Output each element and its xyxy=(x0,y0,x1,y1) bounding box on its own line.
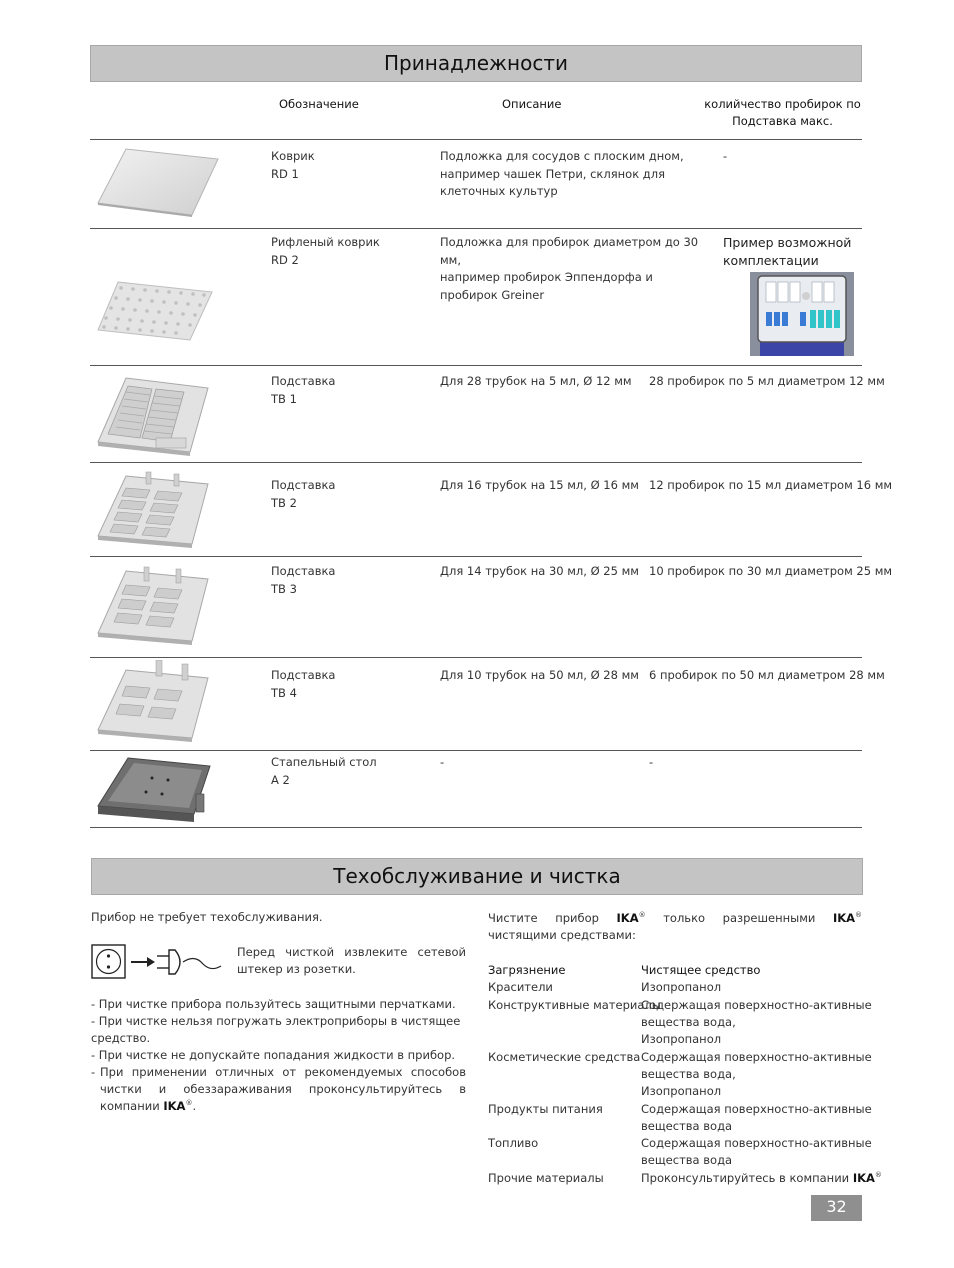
row-description xyxy=(440,148,710,201)
registered-mark: ® xyxy=(874,1171,882,1180)
row-count xyxy=(723,234,851,269)
intro-mid: только разрешенными xyxy=(663,911,816,925)
no-maintenance-text: Прибор не требует техобслуживания. xyxy=(91,910,323,924)
row-designation xyxy=(271,373,335,408)
bullet-item: - При чистке прибора пользуйтесь защитными перчатками. xyxy=(91,997,456,1011)
header-description: Описание xyxy=(502,97,562,111)
row-name: Подставка xyxy=(271,668,336,682)
desc-line: клеточных культур xyxy=(440,184,558,198)
row-description xyxy=(440,477,639,495)
brand-ika: IKA xyxy=(832,911,856,925)
table-rule xyxy=(90,462,862,463)
accessories-title: Принадлежности xyxy=(90,45,862,82)
row-code: TB 2 xyxy=(271,495,297,510)
ribbed-mat-rd2-image xyxy=(96,278,214,344)
agent-line: вещества вода xyxy=(641,1119,733,1133)
row-description xyxy=(440,373,632,391)
row-name: Стапельный стол xyxy=(271,755,377,769)
row-name: Рифленый коврик xyxy=(271,235,380,249)
registered-mark: ® xyxy=(185,1099,193,1108)
maintenance-title: Техобслуживание и чистка xyxy=(91,858,863,895)
agent-cell xyxy=(641,1135,872,1169)
brand-ika: IKA xyxy=(852,1171,875,1185)
row-code: RD 1 xyxy=(271,166,299,181)
desc-line: Подложка для пробирок диаметром до 30 мм, xyxy=(440,235,699,267)
row-description xyxy=(440,563,639,581)
row-count: 10 пробирок по 30 мл диаметром 25 мм xyxy=(649,564,893,578)
header-agent: Чистящее средство xyxy=(641,963,761,977)
contamination-cell: Топливо xyxy=(488,1136,539,1150)
intro-post: чистящими средствами: xyxy=(488,928,636,942)
agent-line: Проконсультируйтесь в компании xyxy=(641,1171,850,1185)
header-contamination: Загрязнение xyxy=(488,963,566,977)
unplug-icon xyxy=(91,944,225,980)
row-name: Коврик xyxy=(271,149,315,163)
cleaning-intro xyxy=(488,910,862,944)
example-kit-photo xyxy=(750,272,854,356)
table-rule xyxy=(90,750,862,751)
agent-line: вещества вода, xyxy=(641,1015,736,1029)
agent-line: Содержащая поверхностно-активные xyxy=(641,1102,872,1116)
row-code: RD 2 xyxy=(271,252,299,267)
row-count: - xyxy=(649,755,654,769)
agent-cell xyxy=(641,1101,872,1135)
row-count: 6 пробирок по 50 мл диаметром 28 мм xyxy=(649,668,885,682)
stacking-table-a2-image xyxy=(96,754,214,826)
brand-ika: IKA xyxy=(163,1099,186,1113)
bullet-item: - При чистке не допускайте попадания жидкости в прибор. xyxy=(91,1048,456,1062)
agent-cell xyxy=(641,1170,882,1187)
desc-line: например пробирок Эппендорфа и xyxy=(440,270,653,284)
contamination-cell: Продукты питания xyxy=(488,1102,603,1116)
count-line: комплектации xyxy=(723,252,819,268)
row-description xyxy=(440,754,444,772)
table-rule xyxy=(90,228,862,229)
rack-tb4-image xyxy=(96,660,214,744)
bullet-last-text: При применении отличных от рекомендуемых способов чистки и обеззараживания проконсультируйтесь в компании xyxy=(100,1065,466,1113)
header-count-line2: Подставка макс. xyxy=(732,114,833,128)
rack-tb2-image xyxy=(96,470,214,550)
desc-line: пробирок Greiner xyxy=(440,287,545,302)
agent-line: вещества вода xyxy=(641,1153,733,1167)
unplug-note: Перед чисткой извлеките сетевой штекер из розетки. xyxy=(237,945,466,976)
row-code: TB 3 xyxy=(271,581,297,596)
row-count: 28 пробирок по 5 мл диаметром 12 мм xyxy=(649,374,885,388)
row-name: Подставка xyxy=(271,564,336,578)
row-description xyxy=(440,667,639,685)
contamination-cell: Красители xyxy=(488,980,553,994)
table-rule xyxy=(90,657,862,658)
contamination-cell: Прочие материалы xyxy=(488,1171,604,1185)
header-count-line1: колийчество пробирок по xyxy=(704,97,861,111)
row-name: Подставка xyxy=(271,374,336,388)
row-code: A 2 xyxy=(271,772,290,787)
agent-line: вещества вода, xyxy=(641,1067,736,1081)
agent-line: Изопропанол xyxy=(641,1032,722,1046)
rack-tb3-image xyxy=(96,563,214,649)
table-rule xyxy=(90,827,862,828)
bullet-list xyxy=(91,996,466,1115)
row-designation xyxy=(271,477,335,512)
contamination-cell: Косметические средства xyxy=(488,1050,641,1064)
rack-tb1-image xyxy=(96,372,214,458)
row-designation xyxy=(271,563,335,598)
row-designation xyxy=(271,234,380,269)
agent-cell xyxy=(641,997,872,1048)
agent-line: Изопропанол xyxy=(641,1084,722,1098)
brand-ika: IKA xyxy=(616,911,639,925)
desc-line: - xyxy=(440,755,445,769)
row-count: 12 пробирок по 15 мл диаметром 16 мм xyxy=(649,478,893,492)
desc-line: например чашек Петри, склянок для xyxy=(440,166,666,181)
row-designation xyxy=(271,667,335,702)
table-rule xyxy=(90,556,862,557)
bullet-item: - При чистке нельзя погружать электроприборы в чистящее средство. xyxy=(91,1014,461,1045)
table-rule xyxy=(90,365,862,366)
header-designation: Обозначение xyxy=(279,97,359,111)
desc-line: Для 10 трубок на 50 мл, Ø 28 мм xyxy=(440,668,639,682)
desc-line: Для 28 трубок на 5 мл, Ø 12 мм xyxy=(440,374,632,388)
agent-cell xyxy=(641,1049,872,1100)
registered-mark: ® xyxy=(638,911,646,920)
desc-line: Подложка для сосудов с плоским дном, xyxy=(440,149,684,163)
agent-line: Содержащая поверхностно-активные xyxy=(641,1136,872,1150)
row-code: TB 1 xyxy=(271,391,297,406)
intro-pre: Чистите прибор xyxy=(488,911,599,925)
mat-rd1-image xyxy=(96,145,220,217)
desc-line: Для 14 трубок на 30 мл, Ø 25 мм xyxy=(440,564,639,578)
agent-line: Изопропанол xyxy=(641,980,722,994)
row-designation xyxy=(271,148,315,183)
row-designation xyxy=(271,754,377,789)
page-number: 32 xyxy=(811,1195,862,1221)
desc-line: Для 16 трубок на 15 мл, Ø 16 мм xyxy=(440,478,639,492)
registered-mark: ® xyxy=(855,911,863,920)
agent-cell xyxy=(641,979,721,996)
row-name: Подставка xyxy=(271,478,336,492)
table-rule xyxy=(90,139,862,140)
row-count: - xyxy=(723,149,728,163)
row-code: TB 4 xyxy=(271,685,297,700)
agent-line: Содержащая поверхностно-активные xyxy=(641,998,872,1012)
header-count xyxy=(700,96,865,130)
agent-line: Содержащая поверхностно-активные xyxy=(641,1050,872,1064)
count-line: Пример возможной xyxy=(723,235,852,250)
contamination-cell: Конструктивные материалы xyxy=(488,998,661,1012)
row-description xyxy=(440,234,720,304)
bullet-item: - При применении отличных от рекомендуемых способов чистки и обеззараживания проконсультируйтесь в компании IKA®. xyxy=(91,1065,466,1113)
